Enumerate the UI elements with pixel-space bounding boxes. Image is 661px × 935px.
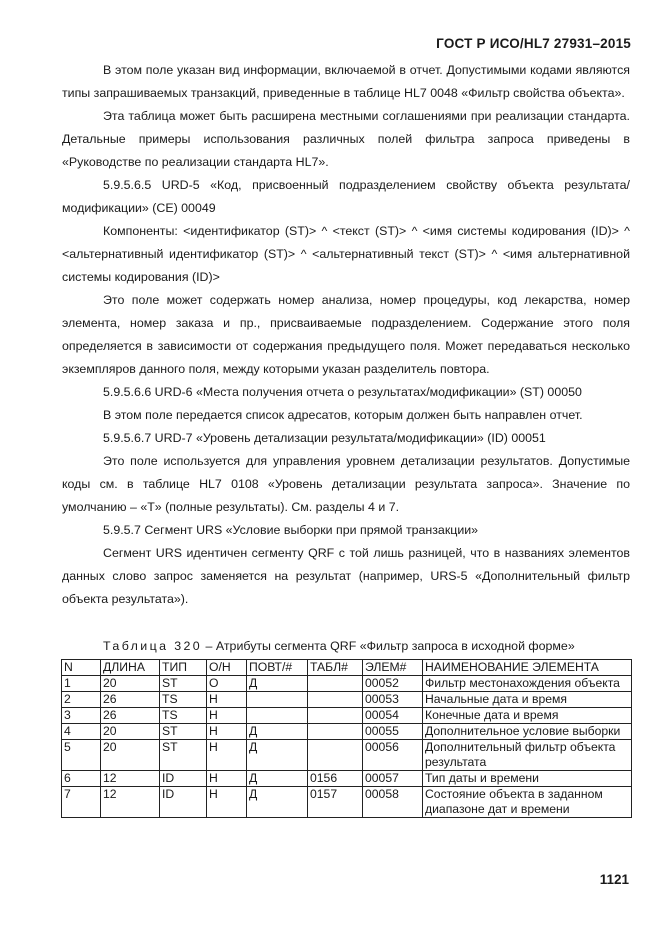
table-row xyxy=(62,771,632,787)
table-row xyxy=(62,787,632,818)
cell-element: 00058 xyxy=(363,787,423,818)
cell-optionality: Н xyxy=(207,724,247,740)
cell-type: TS xyxy=(160,692,207,708)
cell-repeat: Д xyxy=(247,771,308,787)
cell-repeat: Д xyxy=(247,676,308,692)
cell-table xyxy=(308,740,363,771)
section-heading: 5.9.5.7 Сегмент URS «Условие выборки при прямой транзакции» xyxy=(103,523,479,537)
paragraph: Это поле может содержать номер анализа, номер процедуры, код лекарства, номер элемента, номер заказа и пр., присваиваемые подразделением. Содержание этого поля определяется в зависимости от содержания предыдущего поля. Может передаваться несколько экземпляров данного поля, между которыми указан разделитель повтора. xyxy=(62,293,630,376)
page-number: 1121 xyxy=(599,872,629,887)
cell-element: 00056 xyxy=(363,740,423,771)
cell-element-name: Состояние объекта в заданном диапазоне дат и времени xyxy=(423,787,632,818)
cell-repeat: Д xyxy=(247,740,308,771)
table-row xyxy=(62,708,632,724)
col-header-element: ЭЛЕМ# xyxy=(363,660,423,676)
cell-length: 12 xyxy=(101,787,160,818)
cell-element: 00054 xyxy=(363,708,423,724)
cell-length: 20 xyxy=(101,676,160,692)
cell-element: 00053 xyxy=(363,692,423,708)
col-header-table: ТАБЛ# xyxy=(308,660,363,676)
section-heading: 5.9.5.6.7 URD-7 «Уровень детализации результата/модификации» (ID) 00051 xyxy=(103,431,546,445)
paragraph: В этом поле передается список адресатов, которым должен быть направлен отчет. xyxy=(103,408,583,422)
cell-optionality: Н xyxy=(207,740,247,771)
cell-type: ST xyxy=(160,740,207,771)
table-row xyxy=(62,692,632,708)
paragraph: Это поле используется для управления уровнем детализации результатов. Допустимые коды см. в таблице HL7 0108 «Уровень детализации результата запроса». Значение по умолчанию – «T» (полные результаты). См. разделы 4 и 7. xyxy=(62,454,630,514)
cell-type: ID xyxy=(160,771,207,787)
paragraph: Эта таблица может быть расширена местными соглашениями при реализации стандарта. Детальные примеры использования различных полей фильтра запроса приведены в «Руководстве по реализации стандарта HL7». xyxy=(62,109,630,169)
col-header-element-name: НАИМЕНОВАНИЕ ЭЛЕМЕНТА xyxy=(423,660,632,676)
cell-n: 4 xyxy=(62,724,101,740)
paragraph: Сегмент URS идентичен сегменту QRF с той лишь разницей, что в названиях элементов данных слово запрос заменяется на результат (например, URS-5 «Дополнительный фильтр объекта результата»). xyxy=(62,546,630,606)
cell-n: 1 xyxy=(62,676,101,692)
table-row xyxy=(62,740,632,771)
cell-element: 00057 xyxy=(363,771,423,787)
col-header-length: ДЛИНА xyxy=(101,660,160,676)
cell-length: 20 xyxy=(101,740,160,771)
cell-element-name: Дополнительное условие выборки xyxy=(423,724,632,740)
cell-length: 26 xyxy=(101,692,160,708)
col-header-n: N xyxy=(62,660,101,676)
cell-optionality: О xyxy=(207,676,247,692)
cell-type: TS xyxy=(160,708,207,724)
cell-type: ST xyxy=(160,724,207,740)
cell-repeat: Д xyxy=(247,787,308,818)
cell-n: 2 xyxy=(62,692,101,708)
cell-element: 00055 xyxy=(363,724,423,740)
cell-n: 5 xyxy=(62,740,101,771)
cell-table xyxy=(308,692,363,708)
cell-element-name: Начальные дата и время xyxy=(423,692,632,708)
cell-optionality: Н xyxy=(207,692,247,708)
cell-optionality: Н xyxy=(207,708,247,724)
cell-optionality: Н xyxy=(207,771,247,787)
cell-table xyxy=(308,676,363,692)
cell-type: ID xyxy=(160,787,207,818)
cell-table xyxy=(308,708,363,724)
cell-element-name: Тип даты и времени xyxy=(423,771,632,787)
cell-length: 12 xyxy=(101,771,160,787)
cell-element-name: Дополнительный фильтр объекта результата xyxy=(423,740,632,771)
body-text xyxy=(62,59,630,611)
paragraph: Компоненты: <идентификатор (ST)> ^ <текст (ST)> ^ <имя системы кодирования (ID)> ^ <альтернативный идентификатор (ST)> ^ <альтернативный текст (ST)> ^ <имя альтернативной системы кодирования (ID)> xyxy=(62,224,630,284)
cell-optionality: Н xyxy=(207,787,247,818)
attributes-table xyxy=(61,659,632,818)
cell-element-name: Фильтр местонахождения объекта xyxy=(423,676,632,692)
cell-n: 6 xyxy=(62,771,101,787)
cell-n: 7 xyxy=(62,787,101,818)
table-row xyxy=(62,724,632,740)
cell-repeat xyxy=(247,692,308,708)
table-caption-text: – Атрибуты сегмента QRF «Фильтр запроса в исходной форме» xyxy=(202,639,575,653)
cell-length: 20 xyxy=(101,724,160,740)
col-header-optionality: О/Н xyxy=(207,660,247,676)
cell-type: ST xyxy=(160,676,207,692)
standard-designation: ГОСТ Р ИСО/HL7 27931–2015 xyxy=(436,36,631,51)
cell-element-name: Конечные дата и время xyxy=(423,708,632,724)
col-header-type: ТИП xyxy=(160,660,207,676)
cell-table: 0156 xyxy=(308,771,363,787)
table-row xyxy=(62,676,632,692)
cell-n: 3 xyxy=(62,708,101,724)
section-heading: 5.9.5.6.5 URD-5 «Код, присвоенный подразделением свойству объекта результата/модификации» (CE) 00049 xyxy=(62,178,630,215)
paragraph: В этом поле указан вид информации, включаемой в отчет. Допустимыми кодами являются типы запрашиваемых транзакций, приведенные в таблице HL7 0048 «Фильтр свойства объекта». xyxy=(62,63,630,100)
section-heading: 5.9.5.6.6 URD-6 «Места получения отчета о результатах/модификации» (ST) 00050 xyxy=(103,385,582,399)
cell-element: 00052 xyxy=(363,676,423,692)
col-header-repeat: ПОВТ/# xyxy=(247,660,308,676)
table-header-row xyxy=(62,660,632,676)
table-caption xyxy=(62,636,630,656)
cell-table: 0157 xyxy=(308,787,363,818)
table-caption-label: Таблица 320 xyxy=(103,639,203,653)
cell-repeat xyxy=(247,708,308,724)
cell-repeat: Д xyxy=(247,724,308,740)
cell-length: 26 xyxy=(101,708,160,724)
cell-table xyxy=(308,724,363,740)
